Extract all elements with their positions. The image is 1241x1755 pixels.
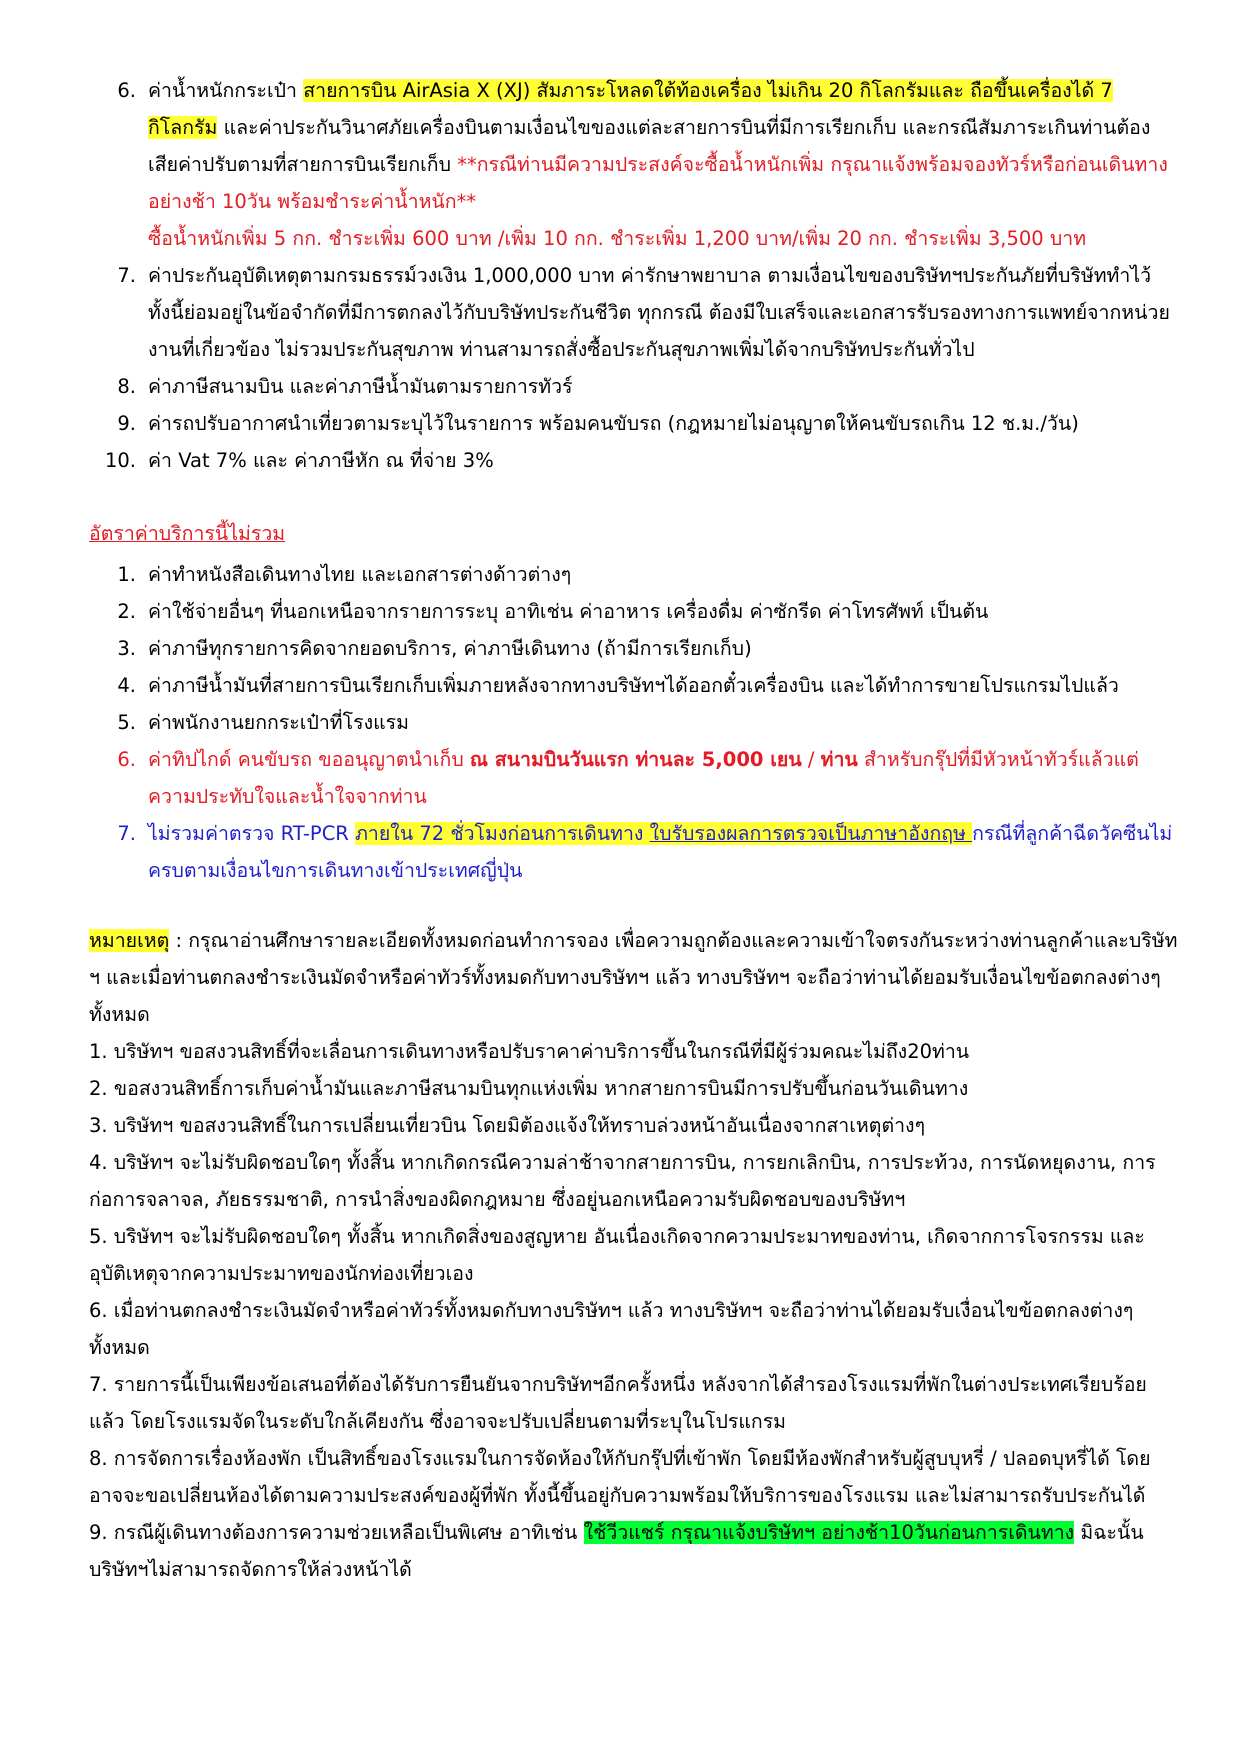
item-number: 4.	[117, 674, 136, 697]
list-item	[118, 72, 1178, 257]
tip-unit: ท่าน	[820, 748, 858, 771]
tip-text: ค่าทิปไกด์ คนขับรถ ขออนุญาตนำเก็บ	[148, 748, 470, 771]
remark-item: 1. บริษัทฯ ขอสงวนสิทธิ์ที่จะเลื่อนการเดินทางหรือปรับราคาค่าบริการขึ้นในกรณีที่มีผู้ร่วมคณะไม่ถึง20ท่าน	[89, 1040, 970, 1063]
list-item	[118, 667, 1178, 704]
rtpcr-timeframe-highlight: ภายใน 72 ชั่วโมงก่อนการเดินทาง	[355, 822, 650, 845]
remarks-intro	[89, 922, 1179, 1033]
item-text: ค่าภาษีสนามบิน และค่าภาษีน้ำมันตามรายการทัวร์	[148, 375, 573, 398]
item-number: 1.	[117, 563, 136, 586]
rtpcr-vaccine-note: กรณีที่ลูกค้าฉีดวัคซีนไม่ครบตามเงื่อนไขการเดินทางเข้าประเทศญี่ปุ่น	[148, 822, 1173, 882]
list-item	[104, 442, 1178, 479]
item-number: 7.	[117, 264, 136, 287]
list-item	[118, 257, 1178, 368]
list-item	[118, 405, 1178, 442]
item-number: 7.	[117, 822, 136, 845]
item-number: 10.	[104, 449, 136, 472]
remarks-section	[89, 922, 1179, 1588]
item-number: 2.	[117, 600, 136, 623]
wheelchair-note: มิฉะนั้นบริษัทฯไม่สามารถจัดการให้ล่วงหน้าได้	[89, 1521, 1144, 1581]
item-text: ค่าทำหนังสือเดินทางไทย และเอกสารต่างด้าวต่างๆ	[148, 563, 572, 586]
wheelchair-text: 9. กรณีผู้เดินทางต้องการความช่วยเหลือเป็นพิเศษ อาทิเช่น	[89, 1521, 584, 1544]
item-text: ค่ารถปรับอากาศนำเที่ยวตามระบุไว้ในรายการ พร้อมคนขับรถ (กฎหมายไม่อนุญาตให้คนขับรถเกิน 12 ช.ม./วัน)	[148, 412, 1079, 435]
item-text: ค่าพนักงานยกกระเป๋าที่โรงแรม	[148, 711, 409, 734]
remark-item: 8. การจัดการเรื่องห้องพัก เป็นสิทธิ์ของโรงแรมในการจัดห้องให้กับกรุ๊ปที่เข้าพัก โดยมีห้องพักสำหรับผู้สูบบุหรี่ / ปลอดบุหรี่ได้ โดยอาจจะขอเปลี่ยนห้องได้ตามความประสงค์ของผู้ที่พัก ทั้งนี้ขึ้นอยู่กับความพร้อมให้บริการของโรงแรม และไม่สามารถรับประกันได้	[89, 1447, 1151, 1507]
wheelchair-highlight: ใช้วีวแชร์ กรุณาแจ้งบริษัทฯ อย่างช้า10วันก่อนการเดินทาง	[583, 1521, 1075, 1544]
item-text: ค่าภาษีน้ำมันที่สายการบินเรียกเก็บเพิ่มภายหลังจากทางบริษัทฯได้ออกตั๋วเครื่องบิน และได้ทำการขายโปรแกรมไปแล้ว	[148, 674, 1119, 697]
remark-item: 4. บริษัทฯ จะไม่รับผิดชอบใดๆ ทั้งสิ้น หากเกิดกรณีความล่าช้าจากสายการบิน, การยกเลิกบิน, การประท้วง, การนัดหยุดงาน, การก่อการจลาจล, ภัยธรรมชาติ, การนำสิ่งของผิดกฎหมาย ซึ่งอยู่นอกเหนือความรับผิดชอบของบริษัทฯ	[89, 1151, 1156, 1211]
remark-item	[89, 1514, 1179, 1588]
item-number: 3.	[117, 637, 136, 660]
item-number: 8.	[117, 375, 136, 398]
baggage-allowance-highlight: สายการบิน AirAsia X (XJ) สัมภาระโหลดใต้ท้องเครื่อง ไม่เกิน 20 กิโลกรัมและ ถือขึ้นเครื่องได้ 7 กิโลกรัม	[148, 79, 1113, 139]
item-text: ค่าประกันอุบัติเหตุตามกรมธรรม์วงเงิน 1,000,000 บาท ค่ารักษาพยาบาล ตามเงื่อนไขของบริษัทฯประกันภัยที่บริษัททำไว้ ทั้งนี้ย่อมอยู่ในข้อจำกัดที่มีการตกลงไว้กับบริษัทประกันชีวิต ทุกกรณี ต้องมีใบเสร็จและเอกสารรับรองทางการแพทย์จากหน่วยงานที่เกี่ยวข้อง ไม่รวมประกันสุขภาพ ท่านสามารถสั่งซื้อประกันสุขภาพเพิ่มได้จากบริษัทประกันทั่วไป	[148, 264, 1170, 361]
remark-item: 6. เมื่อท่านตกลงชำระเงินมัดจำหรือค่าทัวร์ทั้งหมดกับทางบริษัทฯ แล้ว ทางบริษัทฯ จะถือว่าท่านได้ยอมรับเงื่อนไขข้อตกลงต่างๆ ทั้งหมด	[89, 1299, 1134, 1359]
remark-item: 7. รายการนี้เป็นเพียงข้อเสนอที่ต้องได้รับการยืนยันจากบริษัทฯอีกครั้งหนึ่ง หลังจากได้สำรองโรงแรมที่พักในต่างประเทศเรียบร้อยแล้ว โดยโรงแรมจัดในระดับใกล้เคียงกัน ซึ่งอาจจะปรับเปลี่ยนตามที่ระบุในโปรแกรม	[89, 1373, 1147, 1433]
item-text: ค่า Vat 7% และ ค่าภาษีหัก ณ ที่จ่าย 3%	[148, 449, 494, 472]
item-number: 6.	[117, 748, 136, 771]
item-number: 9.	[117, 412, 136, 435]
list-item	[118, 704, 1178, 741]
rtpcr-certificate-highlight: ใบรับรองผลการตรวจเป็นภาษาอังกฤษ	[649, 822, 973, 845]
item-number: 5.	[117, 711, 136, 734]
baggage-insurance-text: และค่าประกันวินาศภัยเครื่องบินตามเงื่อนไขของแต่ละสายการบินที่มีการเรียกเก็บ และกรณีสัมภาระเกินท่านต้องเสียค่าปรับตามที่สายการบินเรียกเก็บ	[148, 116, 1151, 176]
list-item	[118, 593, 1178, 630]
excluded-services-list	[118, 556, 1178, 889]
item-text: ค่าใช้จ่ายอื่นๆ ที่นอกเหนือจากรายการระบุ อาทิเช่น ค่าอาหาร เครื่องดื่ม ค่าซักรีด ค่าโทรศัพท์ เป็นต้น	[148, 600, 989, 623]
remark-item: 3. บริษัทฯ ขอสงวนสิทธิ์ในการเปลี่ยนเที่ยวบิน โดยมิต้องแจ้งให้ทราบล่วงหน้าอันเนื่องจากสาเหตุต่างๆ	[89, 1114, 926, 1137]
list-item	[118, 368, 1178, 405]
list-item	[118, 741, 1178, 815]
list-item	[118, 556, 1178, 593]
item-text: ค่าภาษีทุกรายการคิดจากยอดบริการ, ค่าภาษีเดินทาง (ถ้ามีการเรียกเก็บ)	[148, 637, 752, 660]
extra-baggage-prices: ซื้อน้ำหนักเพิ่ม 5 กก. ชำระเพิ่ม 600 บาท /เพิ่ม 10 กก. ชำระเพิ่ม 1,200 บาท/เพิ่ม 20 กก. ชำระเพิ่ม 3,500 บาท	[148, 227, 1087, 250]
remarks-intro-text: : กรุณาอ่านศึกษารายละเอียดทั้งหมดก่อนทำการจอง เพื่อความถูกต้องและความเข้าใจตรงกันระหว่างท่านลูกค้าและบริษัท ฯ และเมื่อท่านตกลงชำระเงินมัดจำหรือค่าทัวร์ทั้งหมดกับทางบริษัทฯ แล้ว ทางบริษัทฯ จะถือว่าท่านได้ยอมรับเงื่อนไขข้อตกลงต่างๆ ทั้งหมด	[89, 929, 1178, 1026]
tip-separator: /	[801, 748, 821, 771]
tip-amount: ณ สนามบินวันแรก ท่านละ 5,000 เยน	[469, 748, 802, 771]
tip-note: สำหรับกรุ๊ปที่มีหัวหน้าทัวร์แล้วแต่ความประทับใจและน้ำใจจากท่าน	[148, 748, 1139, 808]
included-services-list	[104, 72, 1178, 479]
list-item	[118, 815, 1178, 889]
rtpcr-text: ไม่รวมค่าตรวจ RT-PCR	[148, 822, 356, 845]
remark-item: 2. ขอสงวนสิทธิ์การเก็บค่าน้ำมันและภาษีสนามบินทุกแห่งเพิ่ม หากสายการบินมีการปรับขึ้นก่อนวันเดินทาง	[89, 1077, 969, 1100]
item-number: 6.	[117, 79, 136, 102]
list-item	[118, 630, 1178, 667]
remarks-label: หมายเหตุ	[89, 929, 170, 952]
remark-item: 5. บริษัทฯ จะไม่รับผิดชอบใดๆ ทั้งสิ้น หากเกิดสิ่งของสูญหาย อันเนื่องเกิดจากความประมาทของท่าน, เกิดจากการโจรกรรม และอุบัติเหตุจากความประมาทของนักท่องเที่ยวเอง	[89, 1225, 1145, 1285]
extra-baggage-notice: **กรณีท่านมีความประสงค์จะซื้อน้ำหนักเพิ่ม กรุณาแจ้งพร้อมจองทัวร์หรือก่อนเดินทางอย่างช้า 10วัน พร้อมชำระค่าน้ำหนัก**	[148, 153, 1168, 213]
excluded-section-title: อัตราค่าบริการนี้ไม่รวม	[89, 522, 286, 545]
baggage-text: ค่าน้ำหนักกระเป๋า	[148, 79, 304, 102]
